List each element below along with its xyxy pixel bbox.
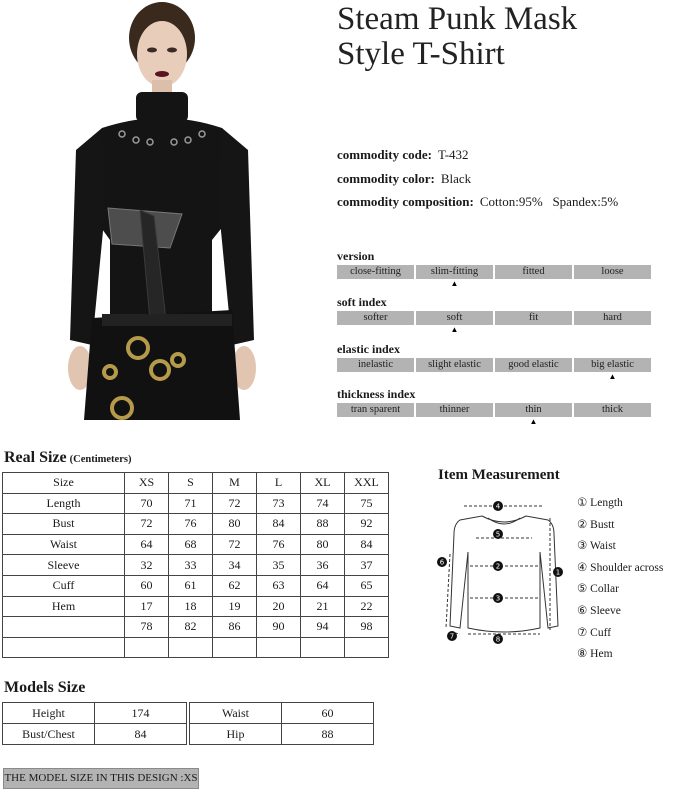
table-cell: 86 [213,617,257,638]
table-cell: 35 [257,555,301,576]
table-cell: 78 [125,617,169,638]
model-height-value: 174 [95,703,187,724]
table-cell [213,637,257,658]
table-cell: 65 [345,575,389,596]
legend-item-shoulder: ④ Shoulder across [577,561,664,574]
table-cell [169,637,213,658]
table-cell: 22 [345,596,389,617]
elastic-option: slight elastic [416,358,493,372]
real-size-unit: (Centimeters) [69,454,132,465]
marker-3-label: 3 [495,594,501,603]
version-index-bar [337,265,653,279]
model-waist-label: Waist [190,703,282,724]
table-cell: 60 [125,575,169,596]
item-measurement-heading: Item Measurement [438,467,560,483]
table-cell: Cuff [3,575,125,596]
commodity-composition-label: commodity composition: [337,194,474,209]
table-cell [3,617,125,638]
table-cell: 73 [257,493,301,514]
marker-4-label: 4 [495,502,501,511]
table-cell: 88 [301,514,345,535]
product-title-line-2: Style T-Shirt [337,36,505,72]
table-cell: 34 [213,555,257,576]
table-cell: 21 [301,596,345,617]
table-cell: 76 [257,534,301,555]
version-option: fitted [495,265,572,279]
table-cell: 80 [301,534,345,555]
table-cell: 72 [125,514,169,535]
commodity-composition-value: Cotton:95% Spandex:5% [479,194,619,209]
table-cell: 70 [125,493,169,514]
table-cell [345,637,389,658]
marker-5-label: 5 [495,530,501,539]
table-cell: 19 [213,596,257,617]
table-row [3,555,389,576]
legend-item-cuff: ⑦ Cuff [577,626,612,639]
legend-item-bust: ② Bustt [577,518,615,531]
table-cell: 94 [301,617,345,638]
model-waist-value: 60 [282,703,374,724]
table-cell: 63 [257,575,301,596]
table-cell: 64 [301,575,345,596]
measurement-diagram [436,494,572,644]
thickness-option: thick [574,403,651,417]
size-header-cell: XL [301,473,345,494]
table-cell: 18 [169,596,213,617]
model-bust-label: Bust/Chest [3,724,95,745]
table-cell: 36 [301,555,345,576]
size-header-cell: XXL [345,473,389,494]
thickness-index [337,387,653,427]
table-cell: 98 [345,617,389,638]
table-cell: 75 [345,493,389,514]
table-cell: 32 [125,555,169,576]
table-cell: 71 [169,493,213,514]
thickness-option: thin [495,403,572,417]
table-cell: 37 [345,555,389,576]
table-cell: 68 [169,534,213,555]
soft-selected-marker: ▲ [450,325,459,334]
marker-8-label: 8 [495,635,501,644]
table-row [3,493,389,514]
table-cell: 72 [213,534,257,555]
table-cell: 76 [169,514,213,535]
thickness-selected-marker: ▲ [529,417,538,426]
size-header-cell: L [257,473,301,494]
size-table [2,472,389,658]
marker-1-label: 1 [555,568,561,577]
version-index [337,249,653,289]
size-table-header-row [3,473,389,494]
elastic-option: good elastic [495,358,572,372]
commodity-code-label: commodity code: [337,147,432,162]
models-size-table-right [189,702,374,745]
model-hip-value: 88 [282,724,374,745]
elastic-selected-marker: ▲ [608,372,617,381]
soft-option: softer [337,311,414,325]
elastic-index-title: elastic index [337,342,400,356]
elastic-index-bar [337,358,653,372]
version-index-title: version [337,249,375,263]
table-cell: 84 [257,514,301,535]
thickness-index-bar [337,403,653,417]
table-cell: Bust [3,514,125,535]
soft-index-bar [337,311,653,325]
version-selected-marker: ▲ [450,279,459,288]
table-cell [125,637,169,658]
legend-item-hem: ⑧ Hem [577,648,613,661]
size-header-cell: XS [125,473,169,494]
table-cell: 62 [213,575,257,596]
table-row [3,514,389,535]
table-cell: Hem [3,596,125,617]
soft-option: soft [416,311,493,325]
version-option: close-fitting [337,265,414,279]
marker-7-label: 7 [449,632,455,641]
table-cell: 92 [345,514,389,535]
table-cell: 64 [125,534,169,555]
table-row [3,575,389,596]
table-row [3,703,187,724]
model-bust-value: 84 [95,724,187,745]
version-option: slim-fitting [416,265,493,279]
size-header-cell: S [169,473,213,494]
table-cell: 61 [169,575,213,596]
models-size-table-left [2,702,187,745]
real-size-title: Real Size [4,449,67,466]
table-row [3,617,389,638]
thickness-option: thinner [416,403,493,417]
thickness-option: tran sparent [337,403,414,417]
commodity-code-value: T-432 [437,147,469,162]
soft-index [337,295,653,335]
commodity-color-label: commodity color: [337,171,435,186]
models-size-heading: Models Size [4,679,86,696]
legend-item-length: ① Length [577,497,623,509]
table-row [190,703,374,724]
product-title [337,2,577,72]
size-header-cell: M [213,473,257,494]
table-cell: 33 [169,555,213,576]
table-row [3,724,187,745]
table-row [3,637,389,658]
table-row [3,596,389,617]
table-cell: 90 [257,617,301,638]
table-cell: 84 [345,534,389,555]
commodity-composition [337,194,618,210]
table-cell: 82 [169,617,213,638]
elastic-option: inelastic [337,358,414,372]
legend-item-collar: ⑤ Collar [577,583,619,596]
thickness-index-title: thickness index [337,387,416,401]
real-size-heading [4,449,131,467]
table-cell: Sleeve [3,555,125,576]
legend-item-waist: ③ Waist [577,540,616,553]
table-cell: 74 [301,493,345,514]
model-hip-label: Hip [190,724,282,745]
table-cell: 17 [125,596,169,617]
table-cell: 80 [213,514,257,535]
table-cell [3,637,125,658]
marker-6-label: 6 [439,558,445,567]
commodity-code [337,147,469,163]
legend-item-sleeve: ⑥ Sleeve [577,604,621,617]
marker-2-label: 2 [495,562,501,571]
table-cell [301,637,345,658]
elastic-option: big elastic [574,358,651,372]
table-row [3,534,389,555]
table-cell: 20 [257,596,301,617]
elastic-index [337,342,653,382]
model-photo [62,0,262,430]
commodity-color-value: Black [440,171,472,186]
model-height-label: Height [3,703,95,724]
table-cell [257,637,301,658]
product-title-line-1: Steam Punk Mask [337,1,578,37]
table-cell: 72 [213,493,257,514]
table-cell: Length [3,493,125,514]
size-header-cell: Size [3,473,125,494]
table-cell: Waist [3,534,125,555]
table-row [190,724,374,745]
soft-index-title: soft index [337,295,387,309]
commodity-color [337,171,471,187]
model-size-note: THE MODEL SIZE IN THIS DESIGN :XS [3,768,199,789]
soft-option: fit [495,311,572,325]
measurement-legend [577,494,663,667]
soft-option: hard [574,311,651,325]
version-option: loose [574,265,651,279]
